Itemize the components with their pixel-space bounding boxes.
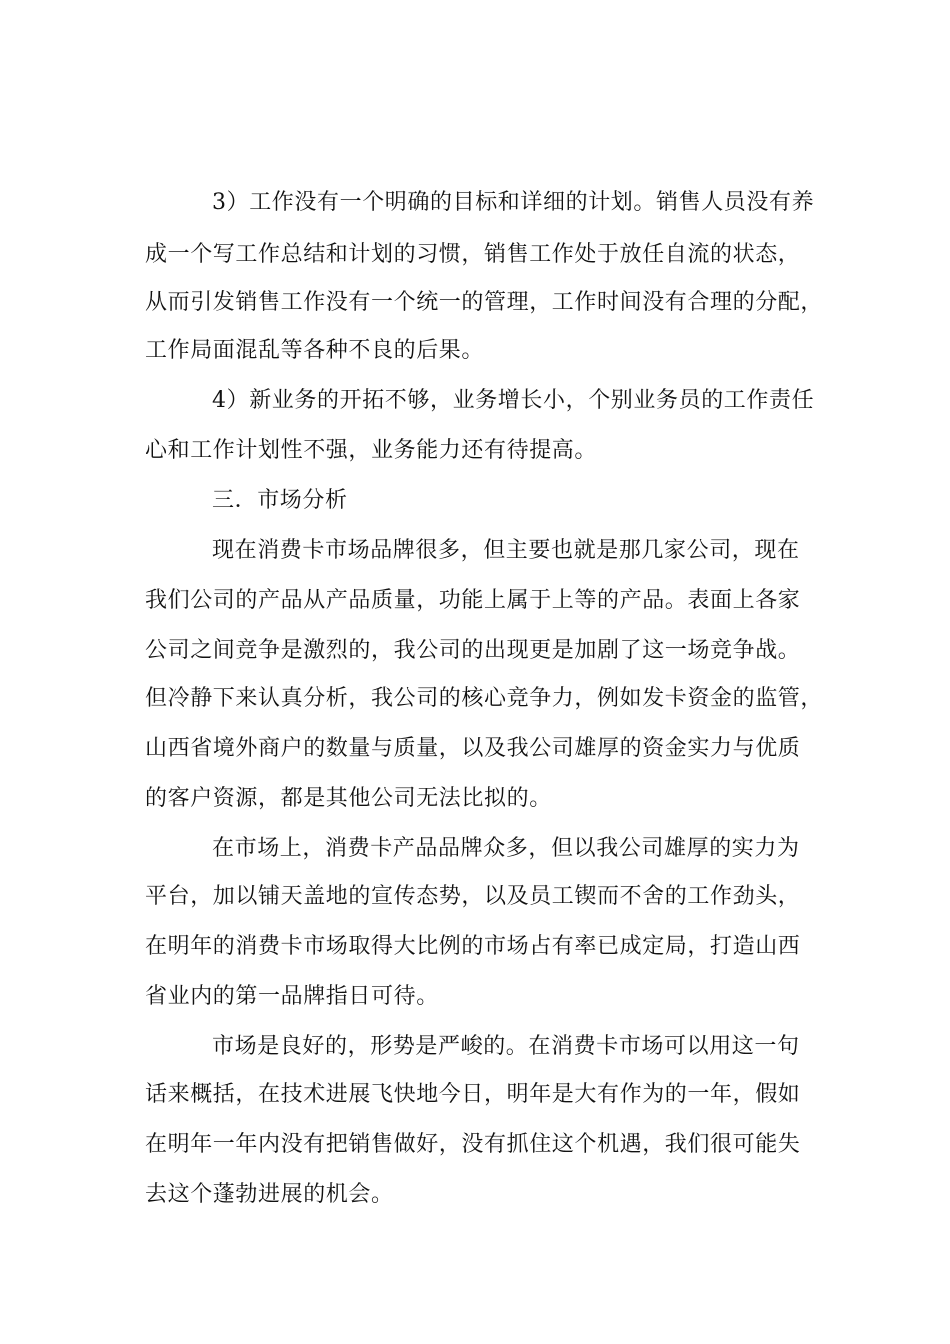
market-paragraph-1-line-1: 现在消费卡市场品牌很多，但主要也就是那几家公司，现在 bbox=[212, 538, 800, 563]
paragraph-3-line-3: 从而引发销售工作没有一个统一的管理，工作时间没有合理的分配， bbox=[145, 290, 824, 315]
market-paragraph-3-line-2: 话来概括，在技术进展飞快地今日，明年是大有作为的一年，假如 bbox=[145, 1082, 801, 1107]
paragraph-4-line-1: 4）新业务的开拓不够，业务增长小，个别业务员的工作责任 bbox=[212, 388, 815, 413]
market-paragraph-1-line-3: 公司之间竞争是激烈的，我公司的出现更是加剧了这一场竞争战。 bbox=[145, 638, 801, 663]
market-paragraph-2-line-1: 在市场上，消费卡产品品牌众多，但以我公司雄厚的实力为 bbox=[212, 836, 800, 861]
market-paragraph-2-line-2: 平台，加以铺天盖地的宣传态势，以及员工锲而不舍的工作劲头， bbox=[145, 884, 801, 909]
market-paragraph-1-line-4: 但冷静下来认真分析，我公司的核心竞争力，例如发卡资金的监管， bbox=[145, 686, 824, 711]
market-paragraph-2-line-4: 省业内的第一品牌指日可待。 bbox=[145, 984, 439, 1009]
paragraph-4-line-2: 心和工作计划性不强，业务能力还有待提高。 bbox=[145, 438, 598, 463]
market-paragraph-3-line-3: 在明年一年内没有把销售做好，没有抓住这个机遇，我们很可能失 bbox=[145, 1132, 801, 1157]
market-paragraph-2-line-3: 在明年的消费卡市场取得大比例的市场占有率已成定局，打造山西 bbox=[145, 934, 801, 959]
paragraph-3-line-4: 工作局面混乱等各种不良的后果。 bbox=[145, 338, 485, 363]
market-paragraph-1-line-2: 我们公司的产品从产品质量，功能上属于上等的产品。表面上各家 bbox=[145, 588, 801, 613]
market-paragraph-3-line-4: 去这个蓬勃进展的机会。 bbox=[145, 1182, 394, 1207]
market-paragraph-1-line-5: 山西省境外商户的数量与质量，以及我公司雄厚的资金实力与优质 bbox=[145, 736, 801, 761]
market-paragraph-3-line-1: 市场是良好的，形势是严峻的。在消费卡市场可以用这一句 bbox=[212, 1034, 800, 1059]
section-heading: 三．市场分析 bbox=[212, 488, 348, 513]
paragraph-3-line-2: 成一个写工作总结和计划的习惯，销售工作处于放任自流的状态， bbox=[145, 242, 801, 267]
paragraph-3-line-1: 3）工作没有一个明确的目标和详细的计划。销售人员没有养 bbox=[212, 190, 815, 215]
market-paragraph-1-line-6: 的客户资源，都是其他公司无法比拟的。 bbox=[145, 786, 552, 811]
